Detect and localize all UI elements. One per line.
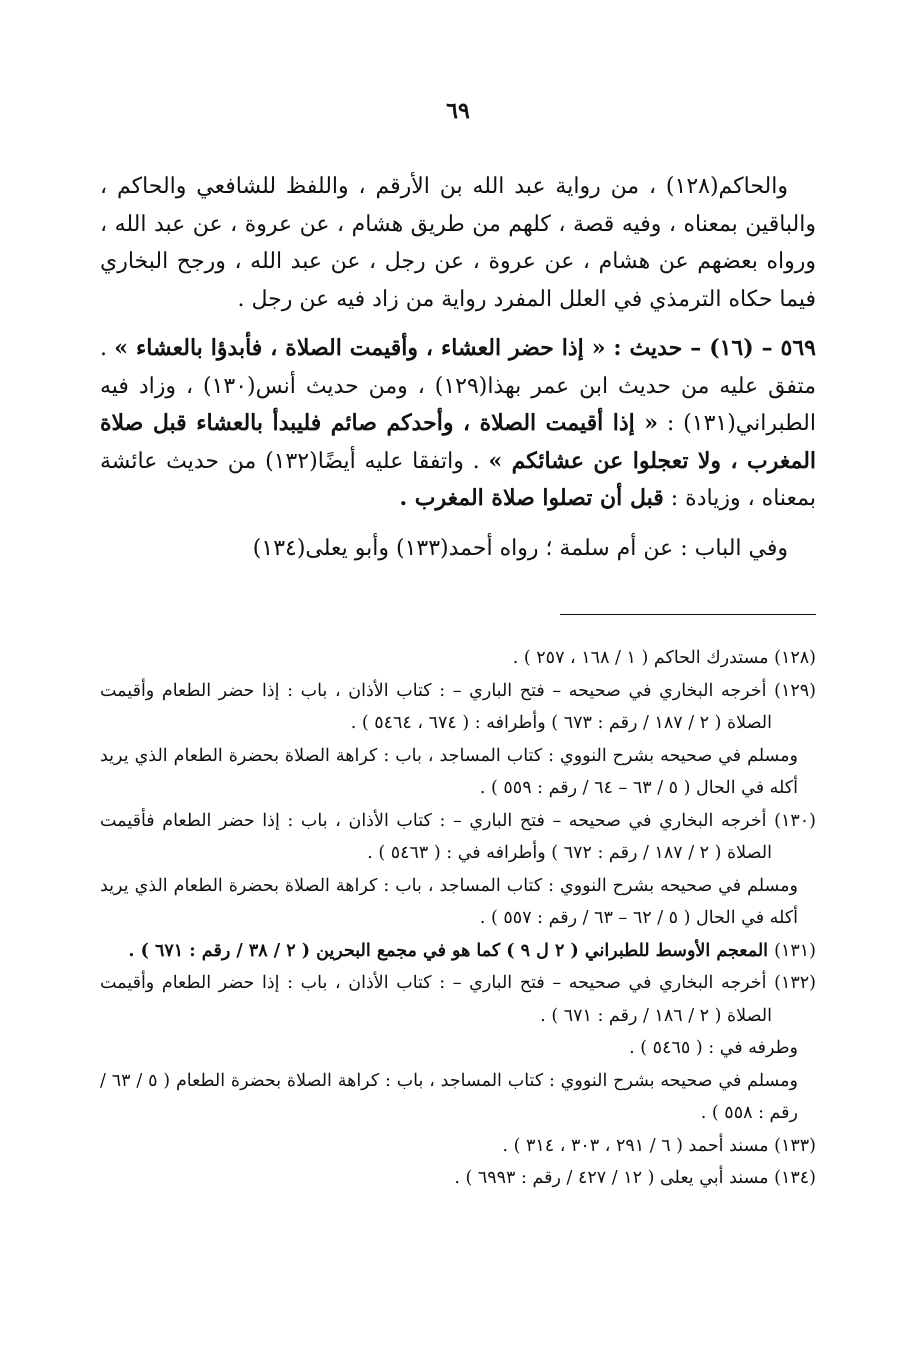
page-number: ٦٩ (446, 98, 470, 124)
footnote-131: (١٣١) المعجم الأوسط للطبراني ( ٢ ل ٩ ) كما هو في مجمع البحرين ( ٢ / ٣٨ / رقم : ٦٧١ ) . (128, 940, 816, 961)
footnote-separator (560, 614, 816, 615)
hadith-addition-2: قبل أن تصلوا صلاة المغرب . (399, 485, 664, 511)
footnote-132: (١٣٢) أخرجه البخاري في صحيحه – فتح الباري – : كتاب الأذان ، باب : إذا حضر الطعام وأقيمت الصلاة ( ٢ / ١٨٦ / رقم : ٦٧١ ) . (100, 973, 816, 1026)
main-text (100, 168, 816, 567)
paragraph-2 (100, 330, 816, 518)
footnote-133: (١٣٣) مسند أحمد ( ٦ / ٢٩١ ، ٣٠٣ ، ٣١٤ ) . (502, 1135, 816, 1156)
footnote-129: (١٢٩) أخرجه البخاري في صحيحه – فتح الباري – : كتاب الأذان ، باب : إذا حضر الطعام وأقيمت الصلاة ( ٢ / ١٨٧ / رقم : ٦٧٣ ) وأطرافه : ( ٦٧٤ ، ٥٤٦٤ ) . (100, 680, 816, 733)
footnote-128: (١٢٨) مستدرك الحاكم ( ١ / ١٦٨ ، ٢٥٧ ) . (512, 648, 816, 668)
footnotes (100, 642, 816, 1195)
paragraph-2-text-2: . واتفقا عليه أيضًا(١٣٢) من حديث عائشة بمعناه ، وزيادة : (100, 448, 816, 511)
hadith-heading: ٥٦٩ – (١٦) – حديث : « إذا حضر العشاء ، وأقيمت الصلاة ، فأبدؤا بالعشاء » (114, 335, 816, 361)
footnote-132-line-3: ومسلم في صحيحه بشرح النووي : كتاب المساجد ، باب : كراهة الصلاة بحضرة الطعام ( ٥ / ٦٣ / رقم : ٥٥٨ ) . (100, 1070, 798, 1123)
paragraph-3: وفي الباب : عن أم سلمة ؛ رواه أحمد(١٣٣) وأبو يعلى(١٣٤) (252, 535, 788, 561)
footnote-130-line-2: ومسلم في صحيحه بشرح النووي : كتاب المساجد ، باب : كراهة الصلاة بحضرة الطعام الذي يريد أكله في الحال ( ٥ / ٦٢ – ٦٣ / رقم : ٥٥٧ ) . (100, 875, 798, 928)
footnote-134: (١٣٤) مسند أبي يعلى ( ١٢ / ٤٢٧ / رقم : ٦٩٩٣ ) . (454, 1168, 816, 1188)
paragraph-1: والحاكم(١٢٨) ، من رواية عبد الله بن الأرقم ، واللفظ للشافعي والحاكم ، والباقين بمعناه ، وفيه قصة ، كلهم من طريق هشام ، عن عروة ، عن عبد الله ، ورواه بعضهم عن هشام ، عن عروة ، عن رجل ، عن عبد الله ، ورجح البخاري فيما حكاه الترمذي في العلل المفرد رواية من زاد فيه عن رجل . (100, 174, 816, 312)
footnote-132-line-2: وطرفه في : ( ٥٤٦٥ ) . (629, 1038, 798, 1058)
paragraph-2-text-1: . متفق عليه من حديث ابن عمر بهذا(١٢٩) ، ومن حديث أنس(١٣٠) ، وزاد فيه الطبراني(١٣١) : (100, 336, 816, 436)
footnote-130: (١٣٠) أخرجه البخاري في صحيحه – فتح الباري – : كتاب الأذان ، باب : إذا حضر الطعام فأقيمت الصلاة ( ٢ / ١٨٧ / رقم : ٦٧٢ ) وأطرافه في : ( ٥٤٦٣ ) . (100, 810, 816, 863)
hadith-addition: « إذا أقيمت الصلاة ، وأحدكم صائم فليبدأ بالعشاء قبل صلاة المغرب ، ولا تعجلوا عن عشائكم » (100, 410, 817, 474)
footnote-129-line-2: ومسلم في صحيحه بشرح النووي : كتاب المساجد ، باب : كراهة الصلاة بحضرة الطعام الذي يريد أكله في الحال ( ٥ / ٦٣ – ٦٤ / رقم : ٥٥٩ ) . (100, 745, 798, 798)
